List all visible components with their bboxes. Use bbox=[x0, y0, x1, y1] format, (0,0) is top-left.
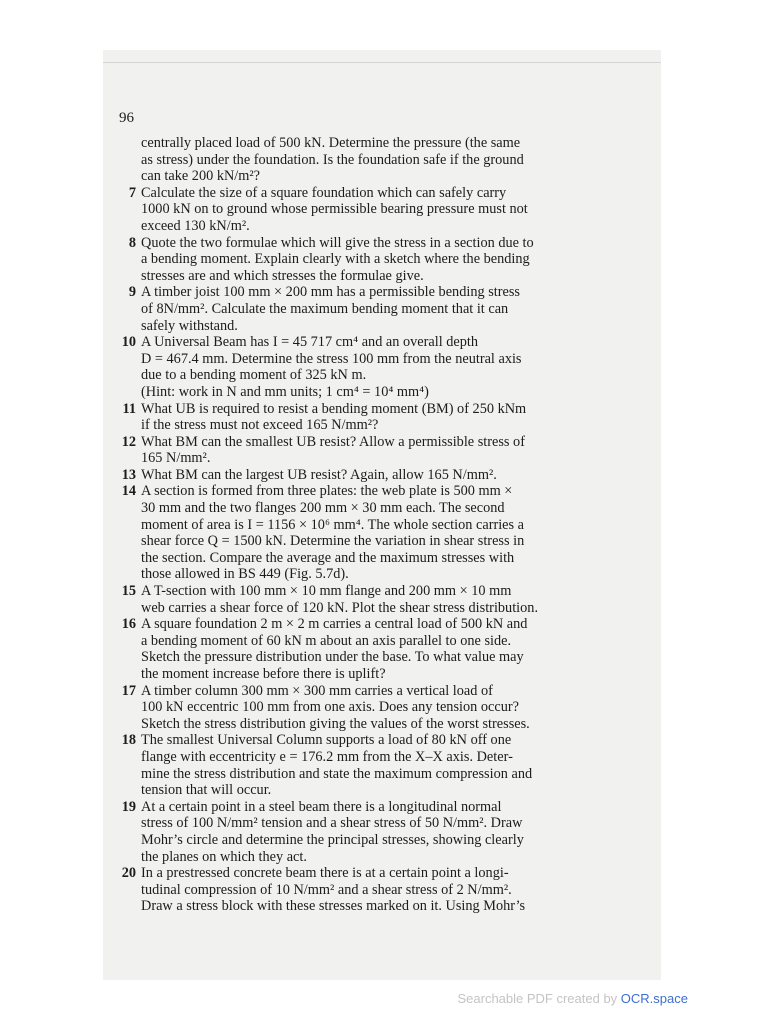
question-number: 9 bbox=[128, 284, 136, 301]
text-line: 1000 kN on to ground whose permissible bearing pressure must not bbox=[141, 201, 528, 218]
question-12 bbox=[119, 434, 619, 467]
text-line: safely withstand. bbox=[141, 317, 238, 334]
text-line: 30 mm and the two flanges 200 mm × 30 mm each. The second bbox=[141, 500, 505, 517]
continued-question bbox=[119, 135, 619, 185]
text-line: A T-section with 100 mm × 10 mm flange and 200 mm × 10 mm bbox=[141, 583, 512, 600]
question-15 bbox=[119, 583, 619, 616]
text-line: Quote the two formulae which will give the stress in a section due to bbox=[141, 234, 534, 251]
question-8 bbox=[119, 235, 619, 285]
text-line: moment of area is I = 1156 × 10⁶ mm⁴. The whole section carries a bbox=[141, 516, 525, 533]
question-number: 17 bbox=[121, 682, 136, 699]
text-line: stress of 100 N/mm² tension and a shear stress of 50 N/mm². Draw bbox=[141, 815, 523, 832]
text-line: stresses are and which stresses the formulae give. bbox=[141, 267, 424, 284]
text-line: those allowed in BS 449 (Fig. 5.7d). bbox=[141, 566, 349, 583]
question-number: 20 bbox=[121, 865, 136, 882]
question-list bbox=[119, 185, 619, 915]
text-line: 100 kN eccentric 100 mm from one axis. Does any tension occur? bbox=[141, 699, 519, 716]
text-line: mine the stress distribution and state the maximum compression and bbox=[141, 765, 533, 782]
question-19 bbox=[119, 799, 619, 865]
question-number: 7 bbox=[128, 184, 136, 201]
text-line: A timber column 300 mm × 300 mm carries a vertical load of bbox=[141, 682, 493, 699]
text-line: centrally placed load of 500 kN. Determine the pressure (the same bbox=[141, 135, 521, 151]
text-line: a bending moment of 60 kN m about an axis parallel to one side. bbox=[141, 632, 512, 649]
question-20 bbox=[119, 865, 619, 915]
text-line: due to a bending moment of 325 kN m. bbox=[141, 367, 367, 384]
text-line: What BM can the smallest UB resist? Allow a permissible stress of bbox=[141, 433, 525, 450]
text-line: if the stress must not exceed 165 N/mm²? bbox=[141, 417, 379, 434]
text-line: tension that will occur. bbox=[141, 782, 272, 799]
text-line: What UB is required to resist a bending moment (BM) of 250 kNm bbox=[141, 400, 527, 417]
text-line: Calculate the size of a square foundation which can safely carry bbox=[141, 184, 507, 201]
question-10 bbox=[119, 334, 619, 400]
question-13 bbox=[119, 467, 619, 484]
question-number: 19 bbox=[121, 798, 136, 815]
question-number: 16 bbox=[121, 616, 136, 633]
question-number: 10 bbox=[121, 334, 136, 351]
question-17 bbox=[119, 683, 619, 733]
question-11 bbox=[119, 401, 619, 434]
text-line: as stress) under the foundation. Is the foundation safe if the ground bbox=[141, 151, 524, 168]
exercise-text bbox=[119, 135, 619, 915]
text-line: At a certain point in a steel beam there is a longitudinal normal bbox=[141, 798, 502, 815]
text-line: can take 200 kN/m²? bbox=[141, 168, 261, 185]
text-line: of 8N/mm². Calculate the maximum bending moment that it can bbox=[141, 300, 509, 317]
question-number: 12 bbox=[121, 433, 136, 450]
text-line: tudinal compression of 10 N/mm² and a shear stress of 2 N/mm². bbox=[141, 881, 512, 898]
text-line: the section. Compare the average and the maximum stresses with bbox=[141, 549, 515, 566]
text-line: flange with eccentricity e = 176.2 mm from the X–X axis. Deter- bbox=[141, 748, 513, 765]
question-7 bbox=[119, 185, 619, 235]
text-line: web carries a shear force of 120 kN. Plot the shear stress distribution. bbox=[141, 599, 539, 616]
question-16 bbox=[119, 616, 619, 682]
text-line: D = 467.4 mm. Determine the stress 100 mm from the neutral axis bbox=[141, 350, 522, 367]
page-top-edge bbox=[103, 62, 661, 63]
question-number: 18 bbox=[121, 732, 136, 749]
text-line: Mohr’s circle and determine the principal stresses, showing clearly bbox=[141, 831, 524, 848]
text-line: A timber joist 100 mm × 200 mm has a permissible bending stress bbox=[141, 284, 520, 301]
text-line: exceed 130 kN/m². bbox=[141, 217, 250, 234]
question-number: 13 bbox=[121, 466, 136, 483]
question-number: 14 bbox=[121, 483, 136, 500]
text-line: The smallest Universal Column supports a load of 80 kN off one bbox=[141, 732, 512, 749]
text-line: A square foundation 2 m × 2 m carries a central load of 500 kN and bbox=[141, 616, 528, 633]
question-14 bbox=[119, 483, 619, 583]
text-line: Sketch the stress distribution giving the values of the worst stresses. bbox=[141, 715, 530, 732]
text-line: the moment increase before there is uplift? bbox=[141, 666, 386, 682]
text-line: A Universal Beam has I = 45 717 cm⁴ and an overall depth bbox=[141, 334, 479, 351]
ocr-watermark bbox=[457, 991, 688, 1006]
page-number: 96 bbox=[119, 110, 134, 126]
question-9 bbox=[119, 284, 619, 334]
question-number: 8 bbox=[128, 234, 136, 251]
question-number: 15 bbox=[121, 583, 136, 600]
text-line: Draw a stress block with these stresses marked on it. Using Mohr’s bbox=[141, 898, 526, 915]
watermark-text: Searchable PDF created by bbox=[457, 991, 621, 1006]
ocr-space-link[interactable]: OCR.space bbox=[620, 991, 688, 1006]
text-line: the planes on which they act. bbox=[141, 848, 307, 865]
text-line: 165 N/mm². bbox=[141, 450, 211, 467]
text-line: What BM can the largest UB resist? Again, allow 165 N/mm². bbox=[141, 466, 497, 483]
text-line: shear force Q = 1500 kN. Determine the variation in shear stress in bbox=[141, 533, 525, 550]
question-number: 11 bbox=[122, 400, 136, 417]
question-18 bbox=[119, 732, 619, 798]
text-line: (Hint: work in N and mm units; 1 cm⁴ = 10⁴ mm⁴) bbox=[141, 383, 429, 400]
text-line: Sketch the pressure distribution under the base. To what value may bbox=[141, 649, 524, 666]
text-line: a bending moment. Explain clearly with a sketch where the bending bbox=[141, 251, 530, 268]
text-line: A section is formed from three plates: the web plate is 500 mm × bbox=[141, 483, 513, 500]
text-line: In a prestressed concrete beam there is at a certain point a longi- bbox=[141, 865, 509, 882]
